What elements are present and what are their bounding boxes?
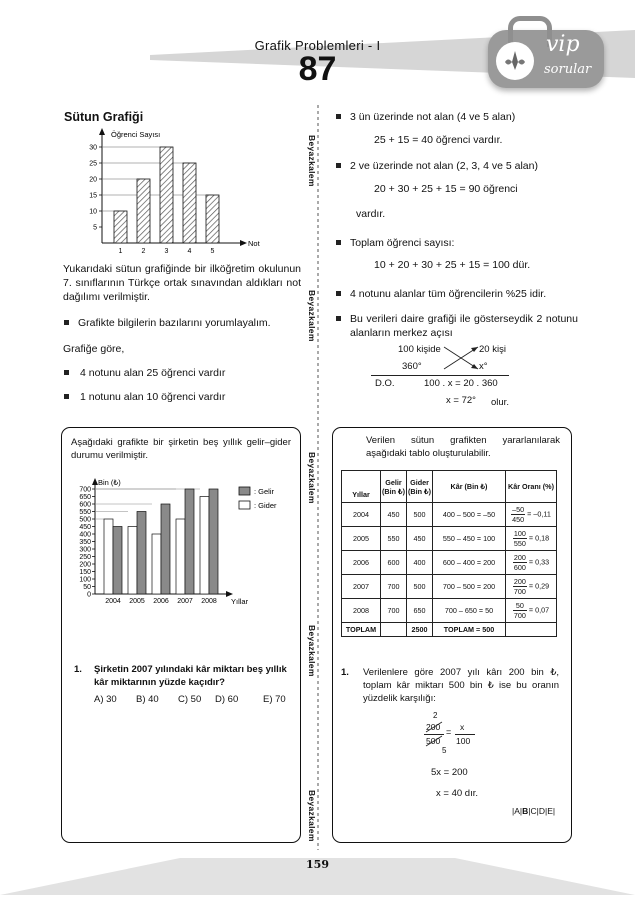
cell-year: 2004: [342, 503, 381, 527]
badge-sorular-text: sorular: [544, 62, 592, 77]
x-tick-label: 3: [164, 248, 169, 255]
y-axis-label: Öğrenci Sayısı: [111, 130, 161, 139]
y-tick-label: 250: [79, 554, 91, 561]
side-label: Beyazkalem: [301, 625, 317, 677]
cell-total-label: TOPLAM: [342, 623, 381, 637]
cell-year: 2008: [342, 599, 381, 623]
th-year: Yıllar: [342, 471, 381, 503]
bar-gelir-2007: [185, 489, 194, 594]
table-header-row: [342, 471, 557, 503]
y-tick-label: 600: [79, 501, 91, 509]
prop-do: D.O.: [375, 378, 395, 389]
cell-gider: 650: [407, 599, 433, 623]
right-calc: 25 + 15 = 40 öğrenci vardır.: [374, 134, 503, 146]
question-number: 1.: [74, 664, 82, 675]
y-tick-label: 0: [87, 591, 91, 599]
bar-gelir-2005: [137, 512, 146, 595]
side-label: Beyazkalem: [301, 290, 317, 342]
frac-den: 550: [513, 539, 526, 548]
y-tick-label: 700: [79, 486, 91, 494]
cell-total-kar: TOPLAM = 500: [433, 623, 506, 637]
y-tick-label: 100: [79, 576, 91, 584]
cell-kar: 550 – 450 = 100: [433, 527, 506, 551]
right-item: Bu verileri daire grafiği ile gösterseydik 2 notunu alanların merkez açısı: [350, 313, 578, 339]
grafige-gore: Grafiğe göre,: [63, 343, 125, 355]
box-intro: Aşağıdaki grafikte bir şirketin beş yıllık gelir–gider durumu verilmiştir.: [71, 437, 291, 461]
table-row: [342, 503, 557, 527]
right-calc: 10 + 20 + 30 + 25 + 15 = 100 dür.: [374, 259, 531, 271]
choice-separator: |: [528, 806, 531, 816]
page-big-number: 87: [298, 50, 337, 88]
answer-number: 1.: [341, 667, 349, 678]
cell-gider: 500: [407, 575, 433, 599]
choice-a: A: [514, 806, 520, 816]
frac-500: 500: [426, 736, 441, 746]
option-a[interactable]: A) 30: [94, 694, 117, 705]
legend-gider-label: : Gider: [254, 501, 277, 510]
bar-grade-5: [206, 195, 219, 243]
step-1: 5x = 200: [431, 767, 468, 778]
y-tick-label: 25: [89, 160, 97, 168]
choice-separator: |: [512, 806, 515, 816]
x-tick-label: 2008: [201, 598, 217, 605]
y-tick-label: 50: [83, 584, 91, 591]
y-tick-label: 20: [89, 176, 97, 184]
right-calc: vardır.: [356, 208, 386, 220]
frac-100: 100: [456, 736, 471, 746]
prop-r2-right: x°: [479, 361, 488, 372]
cell-kar: 400 – 500 = –50: [433, 503, 506, 527]
bullet-icon: [64, 394, 69, 399]
small-2: 2: [433, 711, 438, 720]
ratio-result: = –0,11: [527, 509, 551, 519]
y-tick-label: 150: [79, 569, 91, 576]
frac-den: 700: [513, 587, 526, 596]
bar-grade-1: [114, 211, 127, 243]
option-c[interactable]: C) 50: [178, 694, 202, 705]
right-item: Toplam öğrenci sayısı:: [350, 237, 455, 249]
bar-gider-2008: [200, 497, 209, 595]
bar-chart-income-expense: [70, 475, 295, 610]
ratio-result: = 0,33: [528, 557, 550, 567]
cross-arrows: [440, 343, 485, 373]
bullet-text: 1 notunu alan 10 öğrenci vardır: [80, 391, 226, 403]
bullet-text: Grafikte bilgilerin bazılarını yorumlayalım.: [78, 317, 271, 329]
table-row: [342, 551, 557, 575]
pen-logo-icon: [496, 42, 534, 80]
right-item: 3 ün üzerinde not alan (4 ve 5 alan): [350, 111, 516, 123]
choice-d: D: [538, 806, 545, 816]
prop-line: [371, 375, 509, 376]
y-tick-label: 350: [79, 539, 91, 546]
header-title: Grafik Problemleri - I: [254, 38, 381, 53]
badge-vip-text: vip: [546, 32, 580, 57]
cell-total-gider: 2500: [407, 623, 433, 637]
option-e[interactable]: E) 70: [263, 694, 286, 705]
frac-num: 200: [513, 577, 526, 586]
prop-eq2: x = 72°: [446, 395, 476, 406]
bullet-icon: [64, 320, 69, 325]
right-calc: 20 + 30 + 25 + 15 = 90 öğrenci: [374, 183, 518, 195]
bar-gider-2006: [152, 534, 161, 594]
choice-b-correct: B: [522, 806, 529, 816]
y-tick-label: 30: [89, 144, 97, 152]
y-tick-label: 15: [89, 192, 97, 200]
cell-oran: [506, 503, 557, 527]
cell-kar: 700 – 650 = 50: [433, 599, 506, 623]
cell-gider: 450: [407, 527, 433, 551]
bar-grade-2: [137, 179, 150, 243]
cell-gider: 500: [407, 503, 433, 527]
section-title: Sütun Grafiği: [64, 110, 144, 124]
y-axis-label: Bin (₺): [98, 478, 121, 487]
right-item: 2 ve üzerinde not alan (2, 3, 4 ve 5 alan): [350, 160, 538, 172]
bullet-icon: [64, 370, 69, 375]
y-tick-label: 10: [89, 208, 97, 216]
legend-gelir-swatch: [239, 487, 250, 495]
ratio-result: = 0,18: [528, 533, 550, 543]
y-tick-label: 5: [93, 224, 97, 232]
cell-gelir: 700: [381, 599, 407, 623]
prop-r2-left: 360°: [402, 361, 422, 372]
x-tick-label: 5: [210, 248, 215, 255]
frac-den: 450: [512, 515, 525, 524]
frac-num: 50: [513, 601, 527, 611]
bullet-icon: [336, 291, 341, 296]
cell-empty: [506, 623, 557, 637]
th-kar: Kâr (Bin ₺): [433, 471, 506, 503]
cell-year: 2006: [342, 551, 381, 575]
frac-num: –50: [512, 505, 525, 514]
option-b[interactable]: B) 40: [136, 694, 159, 705]
y-tick-label: 400: [79, 531, 91, 539]
cell-oran: [506, 599, 557, 623]
frac-den: 700: [513, 611, 526, 620]
x-tick-label: 2004: [105, 598, 121, 605]
x-tick-label: 2: [141, 248, 146, 255]
table-row: [342, 527, 557, 551]
side-label: Beyazkalem: [301, 452, 317, 504]
ratio-result: = 0,07: [528, 605, 550, 615]
cell-kar: 600 – 400 = 200: [433, 551, 506, 575]
cell-year: 2007: [342, 575, 381, 599]
legend-gider-swatch: [239, 501, 250, 509]
solution-intro: Verilen sütun grafikten yararlanılarak aşağıdaki tablo oluşturulabilir.: [366, 435, 560, 459]
table-row: [342, 599, 557, 623]
ratio-result: = 0,29: [528, 581, 550, 591]
frac-num: 200: [513, 553, 526, 562]
cell-gider: 400: [407, 551, 433, 575]
th-gider: Gider (Bin ₺): [407, 471, 433, 503]
frac-den: 600: [513, 563, 526, 572]
frac-line: [455, 734, 475, 735]
x-axis-label: Not: [248, 239, 260, 248]
question-text: Şirketin 2007 yılındaki kâr miktarı beş yıllık kâr miktarının yüzde kaçıdır?: [94, 664, 287, 688]
cell-year: 2005: [342, 527, 381, 551]
y-tick-label: 200: [79, 561, 91, 569]
y-tick-label: 500: [79, 516, 91, 524]
x-axis-label: Yıllar: [231, 597, 249, 606]
prop-r1-right: 20 kişi: [479, 344, 506, 355]
cancel-strokes: [424, 720, 446, 750]
bar-gider-2005: [128, 527, 137, 595]
bar-gelir-2006: [161, 504, 170, 594]
bullet-icon: [336, 240, 341, 245]
choice-separator: |: [536, 806, 539, 816]
choice-c: C: [530, 806, 537, 816]
x-tick-label: 2005: [129, 598, 145, 605]
x-tick-label: 2006: [153, 598, 169, 605]
option-d[interactable]: D) 60: [215, 694, 239, 705]
badge-emblem: [496, 42, 534, 80]
prop-r1-left: 100 kişide: [398, 344, 441, 355]
frac-x: x: [460, 722, 465, 732]
bar-gider-2004: [104, 519, 113, 594]
vip-badge: [488, 30, 604, 88]
bullet-icon: [336, 163, 341, 168]
choice-e: E: [547, 806, 553, 816]
cell-oran: [506, 575, 557, 599]
cell-oran: [506, 551, 557, 575]
bar-gelir-2004: [113, 527, 122, 595]
bullet-icon: [336, 114, 341, 119]
bar-grade-3: [160, 147, 173, 243]
x-tick-label: 4: [187, 248, 192, 255]
bullet-icon: [336, 316, 341, 321]
right-item: 4 notunu alanlar tüm öğrencilerin %25 idir.: [350, 288, 547, 300]
y-tick-label: 300: [79, 546, 91, 554]
th-gelir: Gelir (Bin ₺): [381, 471, 407, 503]
frac-num: 100: [513, 529, 526, 538]
y-tick-label: 650: [79, 494, 91, 501]
bar-gelir-2008: [209, 489, 218, 594]
frac-200: 200: [426, 722, 441, 732]
choice-separator: |: [544, 806, 548, 816]
x-tick-label: 1: [118, 248, 123, 255]
answer-text: Verilenlere göre 2007 yılı kârı 200 bin ₺, toplam kâr miktarı 500 bin ₺ ise bu oranın yüzdelik karşılığı:: [363, 667, 559, 704]
table-row: [342, 575, 557, 599]
side-label: Beyazkalem: [301, 790, 317, 842]
cell-gelir: 550: [381, 527, 407, 551]
cell-gelir: 700: [381, 575, 407, 599]
profit-table: [341, 470, 557, 637]
x-tick-label: 2007: [177, 598, 193, 605]
equals-sign: =: [446, 727, 452, 737]
cell-oran: [506, 527, 557, 551]
legend-gelir-label: : Gelir: [254, 487, 275, 496]
answer-choices: [512, 806, 555, 816]
y-tick-label: 550: [79, 509, 91, 516]
step-2: x = 40 dır.: [436, 788, 478, 799]
table-total-row: [342, 623, 557, 637]
prop-olur: olur.: [491, 397, 509, 408]
y-tick-label: 450: [79, 524, 91, 531]
choice-separator: |: [552, 806, 556, 816]
intro-paragraph: Yukarıdaki sütun grafiğinde bir ilköğretim okulunun 7. sınıflarının Türkçe ortak sınavından aldıkları not dağılımı verilmiştir.: [63, 263, 301, 303]
prop-eq1: 100 . x = 20 . 360: [424, 378, 498, 389]
bar-gider-2007: [176, 519, 185, 594]
cell-gelir: 600: [381, 551, 407, 575]
cell-empty: [381, 623, 407, 637]
side-label: Beyazkalem: [301, 135, 317, 187]
cell-gelir: 450: [381, 503, 407, 527]
page-number: 159: [306, 858, 329, 871]
bar-grade-4: [183, 163, 196, 243]
small-5: 5: [442, 746, 447, 755]
cell-kar: 700 – 500 = 200: [433, 575, 506, 599]
choice-separator: |: [519, 806, 523, 816]
th-oran: Kâr Oranı (%): [506, 471, 557, 503]
bar-chart-grades: [80, 125, 280, 255]
bullet-text: 4 notunu alan 25 öğrenci vardır: [80, 367, 226, 379]
